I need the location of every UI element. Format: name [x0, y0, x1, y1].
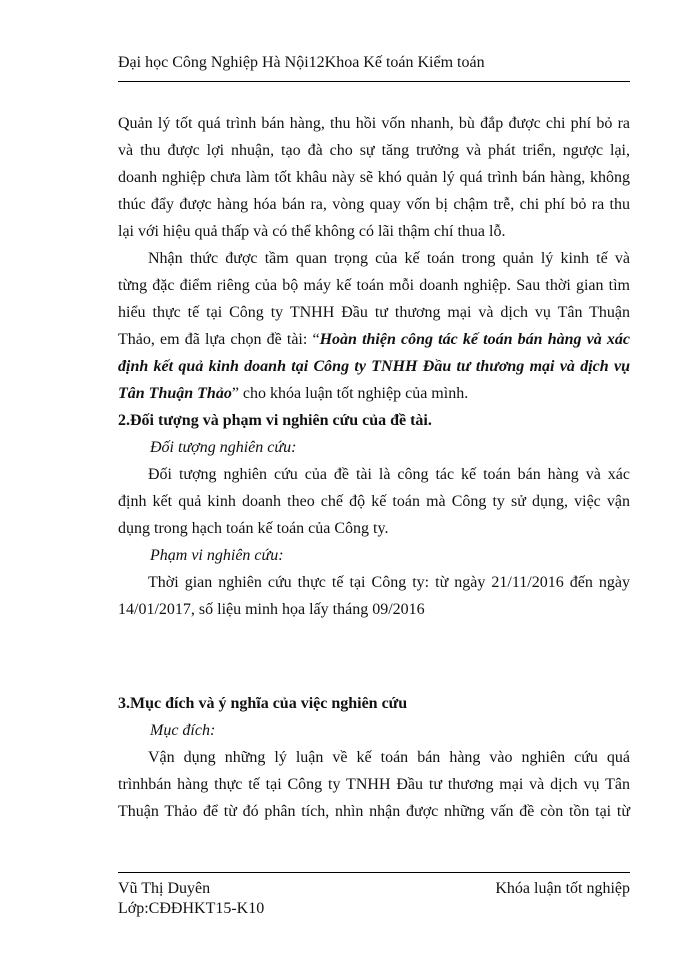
intro-line-3: doanh nghiệp chưa làm tốt khâu này sẽ khó quản lý quá trình bán hàng, không [118, 169, 630, 186]
subject-line-1: Đối tượng nghiên cứu của đề tài là công tác kế toán bán hàng và xác [148, 466, 630, 483]
scope-label: Phạm vi nghiên cứu: [150, 547, 284, 564]
intro-line-4: thúc đẩy được hàng hóa bán ra, vòng quay vốn bị chậm trễ, chi phí bỏ ra thu [118, 196, 630, 213]
awareness-line-6 [118, 380, 630, 407]
intro-line-5: lại với hiệu quả thấp và có thể không có lãi thậm chí thua lỗ. [118, 223, 506, 240]
awareness-line-3: hiểu thực tế tại Công ty TNHH Đầu tư thương mại và dịch vụ Tân Thuận [118, 304, 630, 321]
intro-line-2: và thu được lợi nhuận, tạo đà cho sự tăng trưởng và phát triển, ngược lại, [118, 142, 630, 159]
page-footer [118, 879, 630, 919]
spacer [118, 650, 630, 690]
scope-line-2: 14/01/2017, số liệu minh họa lấy tháng 09/2016 [118, 601, 425, 618]
footer-class: Lớp:CĐĐHKT15-K10 [118, 900, 265, 917]
spacer [118, 623, 630, 650]
thesis-title-part-1: Hoàn thiện công tác kế toán bán hàng và xác [319, 331, 630, 348]
subject-line-3: dụng trong hạch toán kế toán của Công ty. [118, 520, 389, 537]
thesis-title-part-3: Tân Thuận Thảo [118, 385, 232, 402]
section-2-heading: 2.Đối tượng và phạm vi nghiên cứu của đề tài. [118, 412, 432, 429]
subject-line-2: định kết quả kinh doanh theo chế độ kế toán mà Công ty sử dụng, việc vận [118, 493, 630, 510]
footer-divider [118, 872, 630, 873]
subject-label: Đối tượng nghiên cứu: [150, 439, 297, 456]
footer-doc-type: Khóa luận tốt nghiệp [495, 880, 630, 897]
page-body [118, 110, 630, 825]
awareness-line-4 [118, 326, 630, 353]
awareness-line-1: Nhận thức được tầm quan trọng của kế toán trong quản lý kinh tế và [148, 250, 630, 267]
thesis-title-part-2: định kết quả kinh doanh tại Công ty TNHH Đầu tư thương mại và dịch vụ [118, 358, 630, 375]
header-divider [118, 81, 630, 82]
purpose-line-1: Vận dụng những lý luận về kế toán bán hàng vào nghiên cứu quá [148, 749, 630, 766]
awareness-line-2: từng đặc điểm riêng của bộ máy kế toán mỗi doanh nghiệp. Sau thời gian tìm [118, 277, 630, 294]
intro-line-1: Quản lý tốt quá trình bán hàng, thu hồi vốn nhanh, bù đắp được chi phí bỏ ra [118, 115, 630, 132]
awareness-line-6-suffix: ” cho khóa luận tốt nghiệp của mình. [231, 385, 469, 402]
purpose-label: Mục đích: [150, 722, 216, 739]
page-header: Đại học Công Nghiệp Hà Nội12Khoa Kế toán Kiểm toán [118, 54, 485, 71]
purpose-line-3: Thuận Thảo để từ đó phân tích, nhìn nhận được những vấn đề còn tồn tại từ [118, 803, 630, 820]
footer-author: Vũ Thị Duyên [118, 880, 211, 897]
awareness-line-4-prefix: Thảo, em đã lựa chọn đề tài: “ [118, 331, 320, 348]
section-3-heading: 3.Mục đích và ý nghĩa của việc nghiên cứu [118, 695, 408, 712]
purpose-line-2: trìnhbán hàng thực tế tại Công ty TNHH Đầu tư thương mại và dịch vụ Tân [118, 776, 630, 793]
scope-line-1: Thời gian nghiên cứu thực tế tại Công ty: từ ngày 21/11/2016 đến ngày [148, 574, 630, 591]
